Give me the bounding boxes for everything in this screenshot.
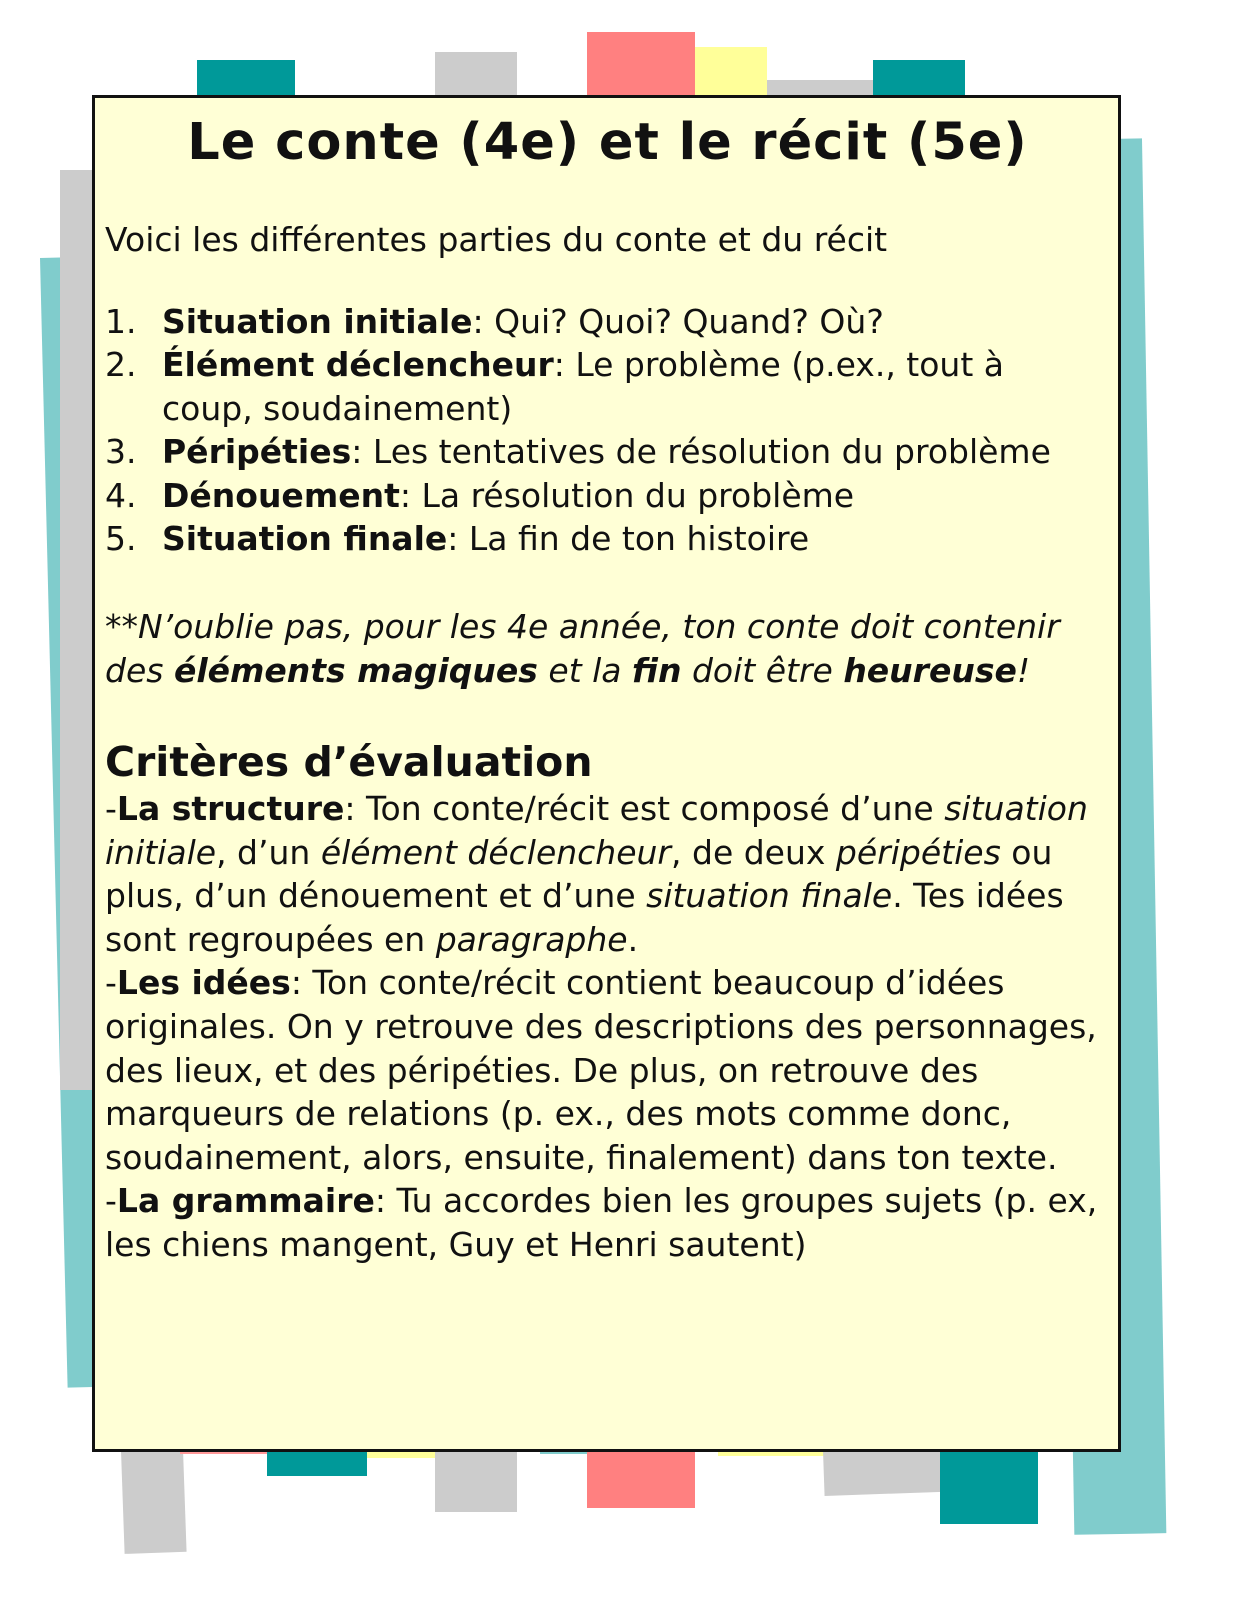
list-item — [105, 300, 1110, 344]
list-term: Dénouement — [162, 475, 400, 515]
deco-strip-teal-top-2 — [873, 60, 965, 100]
criterion-text: : Ton conte/récit est composé d’une — [344, 789, 945, 829]
criterion-italic: paragraphe — [435, 919, 628, 959]
criterion-term: La grammaire — [116, 1181, 375, 1221]
note-text: et la — [537, 650, 633, 690]
criterion-text: . — [627, 919, 639, 959]
criterion-dash: - — [105, 963, 117, 1003]
story-parts-list — [105, 300, 1110, 561]
list-description: : La fin de ton histoire — [447, 519, 810, 559]
list-term: Situation finale — [162, 519, 448, 559]
note-emphasis-end: fin — [632, 650, 682, 690]
criterion-italic: situation initiale — [105, 789, 1088, 872]
list-number: 3. — [105, 432, 137, 472]
list-description: : Le problème (p.ex., tout à coup, soudainement) — [162, 345, 1004, 428]
note-emphasis-magic: éléments magiques — [173, 650, 538, 690]
list-number: 2. — [105, 345, 137, 385]
deco-strip-yellow-top — [695, 47, 767, 100]
page-title: Le conte (4e) et le récit (5e) — [187, 113, 1028, 172]
intro-text: Voici les différentes parties du conte et du récit — [105, 220, 888, 260]
criterion-text: : Ton conte/récit contient beaucoup d’idées originales. On y retrouve des descriptions des personnages, des lieux, et des péripéties. De plus, on retrouve des marqueurs de relations (p. ex., des mots comme donc, soudainement, alors, ensuite, finalement) dans ton texte. — [105, 963, 1097, 1177]
list-term: Péripéties — [162, 432, 352, 472]
criterion-italic: situation finale — [646, 876, 893, 916]
list-item — [105, 430, 1110, 474]
criterion-text: , d’un — [216, 832, 321, 872]
criterion-italic: élément déclencheur — [320, 832, 672, 872]
note-text: doit être — [681, 650, 844, 690]
criterion-dash: - — [105, 1181, 117, 1221]
list-description: : Les tentatives de résolution du problème — [351, 432, 1051, 472]
list-item — [105, 474, 1110, 518]
deco-strip-gray-top — [435, 52, 517, 100]
criterion-term: La structure — [116, 789, 345, 829]
list-number: 4. — [105, 475, 137, 515]
criterion-text: . Tes idées sont regroupées en — [105, 876, 1064, 959]
criterion-text: , de deux — [671, 832, 836, 872]
criterion-structure — [105, 787, 1110, 961]
list-item — [105, 517, 1110, 561]
note-text: ! — [1016, 650, 1031, 690]
deco-strip-teal-top-1 — [197, 60, 295, 100]
note-text: **N’oublie pas, pour les 4e année, ton conte doit contenir des — [105, 607, 1060, 690]
list-description: : La résolution du problème — [399, 475, 855, 515]
list-item — [105, 343, 1110, 430]
list-term: Situation initiale — [162, 301, 473, 341]
criterion-dash: - — [105, 789, 117, 829]
criterion-text: : Tu accordes bien les groupes sujets (p. ex, les chiens mangent, Guy et Henri sautent) — [105, 1181, 1098, 1264]
reminder-note — [105, 605, 1110, 692]
list-number: 1. — [105, 301, 137, 341]
deco-strip-pink-top — [587, 32, 695, 100]
list-term: Élément déclencheur — [162, 345, 554, 385]
criterion-text: ou plus, d’un dénouement et d’une — [105, 832, 1053, 916]
criterion-italic: péripéties — [835, 832, 1001, 872]
criterion-ideas — [105, 961, 1110, 1179]
list-description: : Qui? Quoi? Quand? Où? — [472, 301, 884, 341]
criteria-heading: Critères d’évaluation — [105, 738, 593, 787]
note-emphasis-happy: heureuse — [843, 650, 1017, 690]
list-number: 5. — [105, 519, 137, 559]
criterion-term: Les idées — [116, 963, 291, 1003]
content-sheet — [92, 95, 1121, 1452]
criterion-grammar — [105, 1179, 1110, 1266]
